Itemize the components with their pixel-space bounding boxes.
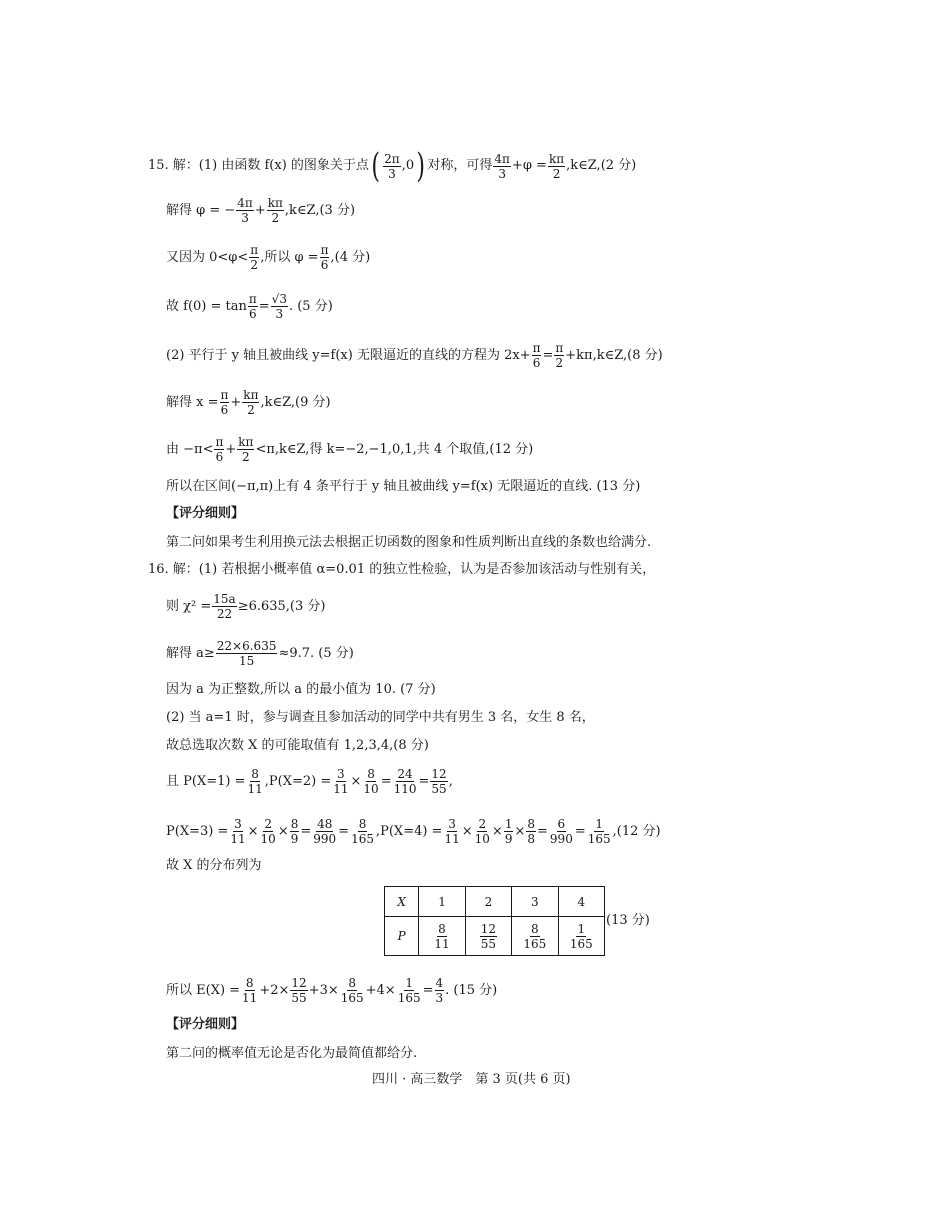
q16-line6: 故总选取次数 X 的可能取值有 1,2,3,4,(8 分): [166, 738, 429, 753]
table-score: (13 分): [606, 913, 650, 928]
table-cell: $\frac{12}{55}$: [465, 917, 511, 956]
fraction: $\frac{8}{165}$: [340, 976, 364, 1005]
fraction: $\frac{48}{990}$: [313, 817, 337, 846]
q15-line8: 所以在区间(−π,π)上有 4 条平行于 y 轴且被曲线 y=f(x) 无限逼近的直线. (13 分): [166, 479, 641, 494]
fraction: $\frac{2\pi}{3}$: [384, 151, 400, 181]
table-header-cell: 4: [558, 887, 604, 917]
fraction: $\frac{12}{55}$: [431, 767, 447, 796]
fraction: $\frac{4}{3}$: [435, 976, 444, 1005]
q15-line6: 解得 x = $\frac{\pi}{6}$ + $\frac{k\pi}{2}$ ,k∈Z,(9 分): [166, 388, 331, 417]
left-paren: (: [371, 146, 380, 186]
fraction: $\frac{24}{110}$: [393, 767, 417, 796]
fraction: $\frac{3}{11}$: [444, 817, 460, 846]
table-header-cell: 2: [465, 887, 511, 917]
distribution-table: [384, 886, 605, 956]
fraction: $\frac{22\times 6.635}{15}$: [216, 639, 277, 668]
q16-line1: 16. 解：(1) 若根据小概率值 α=0.01 的独立性检验，认为是否参加该活动与性别有关，: [148, 562, 656, 577]
q16-rule-heading: 【评分细则】: [166, 1017, 245, 1032]
fraction: $\frac{15a}{22}$: [213, 592, 236, 621]
fraction: $\frac{k\pi}{2}$: [548, 151, 565, 181]
fraction: $\frac{\pi}{6}$: [215, 435, 224, 464]
fraction: $\frac{3}{11}$: [333, 767, 349, 796]
q16-line9: 故 X 的分布列为: [166, 858, 262, 873]
table-row-label: P: [385, 917, 419, 956]
fraction: $\frac{8}{8}$: [527, 817, 536, 846]
fraction: $\frac{8}{11}$: [242, 976, 258, 1005]
fraction: $\frac{1}{9}$: [504, 817, 513, 846]
q15-line7: 由 −π< $\frac{\pi}{6}$ + $\frac{k\pi}{2}$ <π,k∈Z,得 k=−2,−1,0,1,共 4 个取值,(12 分): [166, 435, 534, 464]
table-cell: $\frac{1}{165}$: [558, 917, 604, 956]
fraction: $\frac{\pi}{2}$: [555, 341, 564, 370]
fraction: $\frac{√3}{3}$: [271, 292, 287, 321]
table-cell: $\frac{8}{11}$: [419, 917, 465, 956]
fraction: $\frac{2}{10}$: [474, 817, 490, 846]
fraction: $\frac{k\pi}{2}$: [243, 388, 259, 417]
q15-rule-heading: 【评分细则】: [166, 506, 245, 521]
q15-line4: 故 f(0) = tan $\frac{\pi}{6}$ = $\frac{√3}{3}$ . (5 分): [166, 292, 333, 321]
q15-line3: 又因为 0<φ< $\frac{\pi}{2}$ ,所以 φ = $\frac{\pi}{6}$ ,(4 分): [166, 243, 371, 272]
fraction: $\frac{2}{10}$: [260, 817, 276, 846]
table-header-cell: 1: [419, 887, 465, 917]
table-cell: $\frac{8}{165}$: [512, 917, 558, 956]
fraction: $\frac{8}{11}$: [247, 767, 263, 796]
fraction: $\frac{8}{9}$: [290, 817, 299, 846]
fraction: $\frac{\pi}{6}$: [532, 341, 541, 370]
q16-line10: 所以 E(X) = $\frac{8}{11}$ +2× $\frac{12}{55}$ +3× $\frac{8}{165}$ +4× $\frac{1}{165}$ = $\frac{4}{3}$ . (15 分): [166, 976, 498, 1005]
fraction: $\frac{4\pi}{3}$: [494, 151, 510, 181]
page-footer: 四川 · 高三数学 第 3 页(共 6 页): [372, 1072, 571, 1087]
fraction: $\frac{12}{55}$: [291, 976, 307, 1005]
fraction: $\frac{k\pi}{2}$: [238, 435, 254, 464]
q15-rule-text: 第二问如果考生利用换元法去根据正切函数的图象和性质判断出直线的条数也给满分.: [166, 535, 652, 550]
q16-line3: 解得 a≥ $\frac{22\times 6.635}{15}$ ≈9.7. (5 分): [166, 639, 354, 668]
right-paren: ): [416, 146, 426, 186]
q16-line5: (2) 当 a=1 时，参与调查且参加活动的同学中共有男生 3 名，女生 8 名，: [166, 710, 595, 725]
fraction: $\frac{\pi}{6}$: [248, 292, 257, 321]
table-header-cell: 3: [512, 887, 558, 917]
q15-line2: 解得 φ = − $\frac{4\pi}{3}$ + $\frac{k\pi}{2}$ ,k∈Z,(3 分): [166, 196, 356, 225]
fraction: $\frac{4\pi}{3}$: [237, 196, 253, 225]
table-header-x: X: [385, 887, 419, 917]
q16-line8: P(X=3) = $\frac{3}{11}$ × $\frac{2}{10}$ × $\frac{8}{9}$ = $\frac{48}{990}$ = $\frac{8}{165}$ ,P(X=4) = $\frac{3}{11}$ × $\frac{2}{10}$ × $\frac{1}{9}$ × $\frac{8}{8}$ = $\frac{6}{990}$ = $\frac{1}{165}$ ,(12 分): [166, 817, 661, 846]
fraction: $\frac{\pi}{2}$: [250, 243, 259, 272]
fraction: $\frac{8}{10}$: [363, 767, 379, 796]
fraction: $\frac{8}{165}$: [351, 817, 374, 846]
fraction: $\frac{6}{990}$: [549, 817, 573, 846]
fraction: $\frac{1}{165}$: [587, 817, 611, 846]
q16-line2: 则 χ² = $\frac{15a}{22}$ ≥6.635,(3 分): [166, 592, 326, 621]
q16-line4: 因为 a 为正整数,所以 a 的最小值为 10. (7 分): [166, 682, 436, 697]
fraction: $\frac{\pi}{6}$: [220, 388, 229, 417]
q15-line1: 15. 解：(1) 由函数 f(x) 的图象关于点 ( $\frac{2\pi}{3}$ ,0 ) 对称，可得 $\frac{4\pi}{3}$ +φ = $\frac{k\pi}{2}$ ,k∈Z,(2 分): [148, 146, 637, 186]
q16-rule-text: 第二问的概率值无论是否化为最简值都给分.: [166, 1046, 418, 1061]
fraction: $\frac{3}{11}$: [230, 817, 246, 846]
q16-line7: 且 P(X=1) = $\frac{8}{11}$ ,P(X=2) = $\frac{3}{11}$ × $\frac{8}{10}$ = $\frac{24}{110}$ = $\frac{12}{55}$ ,: [166, 767, 453, 796]
fraction: $\frac{k\pi}{2}$: [267, 196, 283, 225]
fraction: $\frac{1}{165}$: [397, 976, 421, 1005]
fraction: $\frac{\pi}{6}$: [320, 243, 329, 272]
q15-line5: (2) 平行于 y 轴且被曲线 y=f(x) 无限逼近的直线的方程为 2x+ $\frac{\pi}{6}$ = $\frac{\pi}{2}$ +kπ,k∈Z,(8 分): [166, 341, 663, 370]
